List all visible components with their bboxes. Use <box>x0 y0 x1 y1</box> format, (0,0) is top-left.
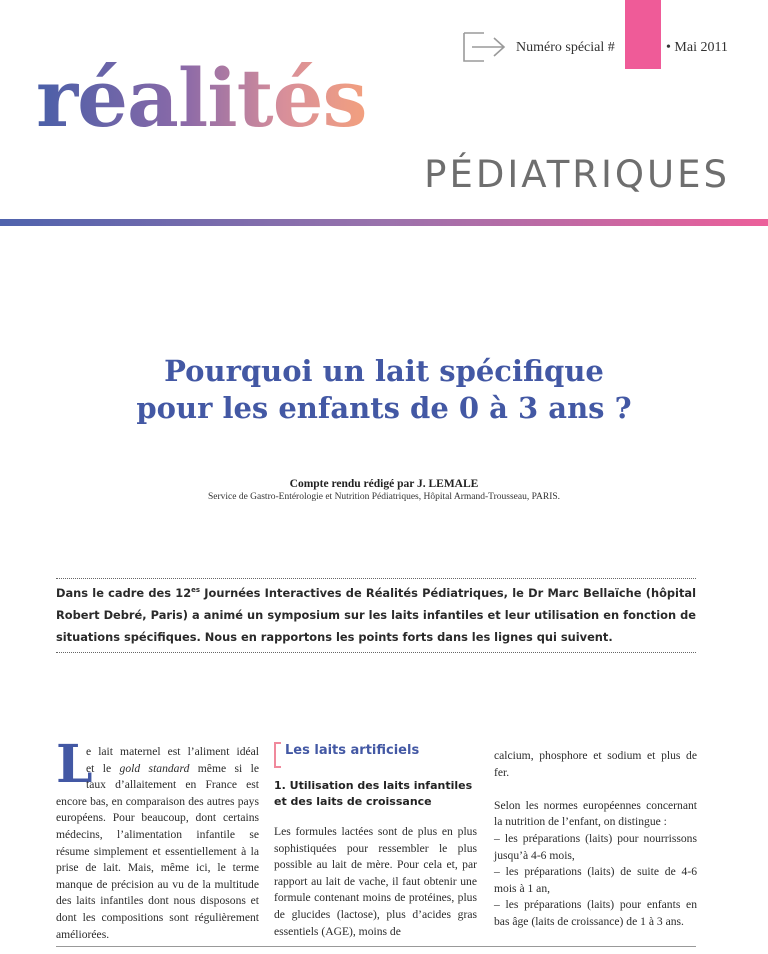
sub-heading-line-2: et des laits de croissance <box>274 794 432 808</box>
header-gradient-rule <box>0 219 768 226</box>
sub-heading-line-1: 1. Utilisation des laits infantiles <box>274 779 473 792</box>
gold-standard-emphasis: gold standard <box>119 761 190 775</box>
bottom-rule <box>56 946 696 947</box>
column-1-line-3: taux d’allaitement en France est <box>86 778 259 792</box>
magazine-logo: réalités <box>36 51 367 145</box>
column-3-para-1: calcium, phosphore et sodium et plus de fer. <box>494 749 697 779</box>
column-1-line-2 <box>86 761 259 778</box>
intro-box <box>56 578 696 653</box>
section-heading: Les laits artificiels <box>285 743 420 758</box>
line-2-end: même si le <box>189 761 260 775</box>
author-affiliation: Service de Gastro-Entérologie et Nutrition Pédiatriques, Hôpital Armand-Trousseau, PARIS. <box>207 492 561 502</box>
line-2-start: et le <box>86 761 120 775</box>
column-3 <box>494 748 697 931</box>
article-title-line-1: Pourquoi un lait spécifique <box>164 354 604 388</box>
column-3-para-2: Selon les normes européennes concernant la nutrition de l’enfant, on distingue : <box>494 798 697 829</box>
column-1 <box>56 744 259 943</box>
column-1-line-1: e lait maternel est l’aliment idéal <box>86 745 259 758</box>
list-item: – les préparations (laits) de suite de 4-6 mois à 1 an, <box>494 865 697 895</box>
column-2 <box>274 824 477 940</box>
column-1-body: encore bas, en comparaison des autres pays européens. Pour beaucoup, dont certains médecins, l’alimentation infantile se résume simplement et essentiellement à la prise de lait. Mais, même ici, le terme manque de précision au vu de la multitude des laits infantiles dont nous disposons et dont les compositions sont régulièrement améliorées. <box>56 794 259 941</box>
issue-date: • Mai 2011 <box>666 40 728 55</box>
list-item: – les préparations (laits) pour nourrissons jusqu’à 4-6 mois, <box>494 831 697 862</box>
list-item: – les préparations (laits) pour enfants en bas âge (laits de croissance) de 1 à 3 ans. <box>494 898 697 928</box>
arrow-right-icon <box>462 30 506 64</box>
intro-text <box>56 582 696 648</box>
section-bracket <box>274 742 281 768</box>
ordinal-superscript: es <box>191 586 201 595</box>
intro-text-end: Journées Interactives de Réalités Pédiatriques, le Dr Marc Bellaïche (hôpital Robert Debré, Paris) a animé un symposium sur les laits infantiles et leur utilisation en fonction de situations spécifiques. Nous en rapportons les points forts dans les lignes qui suivent. <box>56 586 696 644</box>
drop-cap: L <box>56 734 93 795</box>
magazine-subtitle: PÉDIATRIQUES <box>424 153 730 196</box>
issue-label: Numéro spécial # <box>516 40 615 55</box>
article-title <box>84 353 684 427</box>
drop-cap-lines <box>86 744 259 794</box>
author-line: Compte rendu rédigé par J. LEMALE <box>289 478 479 490</box>
issue-color-tab <box>625 0 661 69</box>
column-2-body: Les formules lactées sont de plus en plus sophistiquées pour ressembler le plus possible au lait de mère. Pour cela et, par rapport au lait de vache, il faut obtenir une formule contenant moins de protéines, plus de glucides (lactose), plus d’acides gras essentiels (AGE), moins de <box>274 825 477 938</box>
sub-heading <box>274 778 477 809</box>
article-title-line-2: pour les enfants de 0 à 3 ans ? <box>136 391 632 425</box>
intro-text-start: Dans le cadre des 12 <box>56 586 192 600</box>
